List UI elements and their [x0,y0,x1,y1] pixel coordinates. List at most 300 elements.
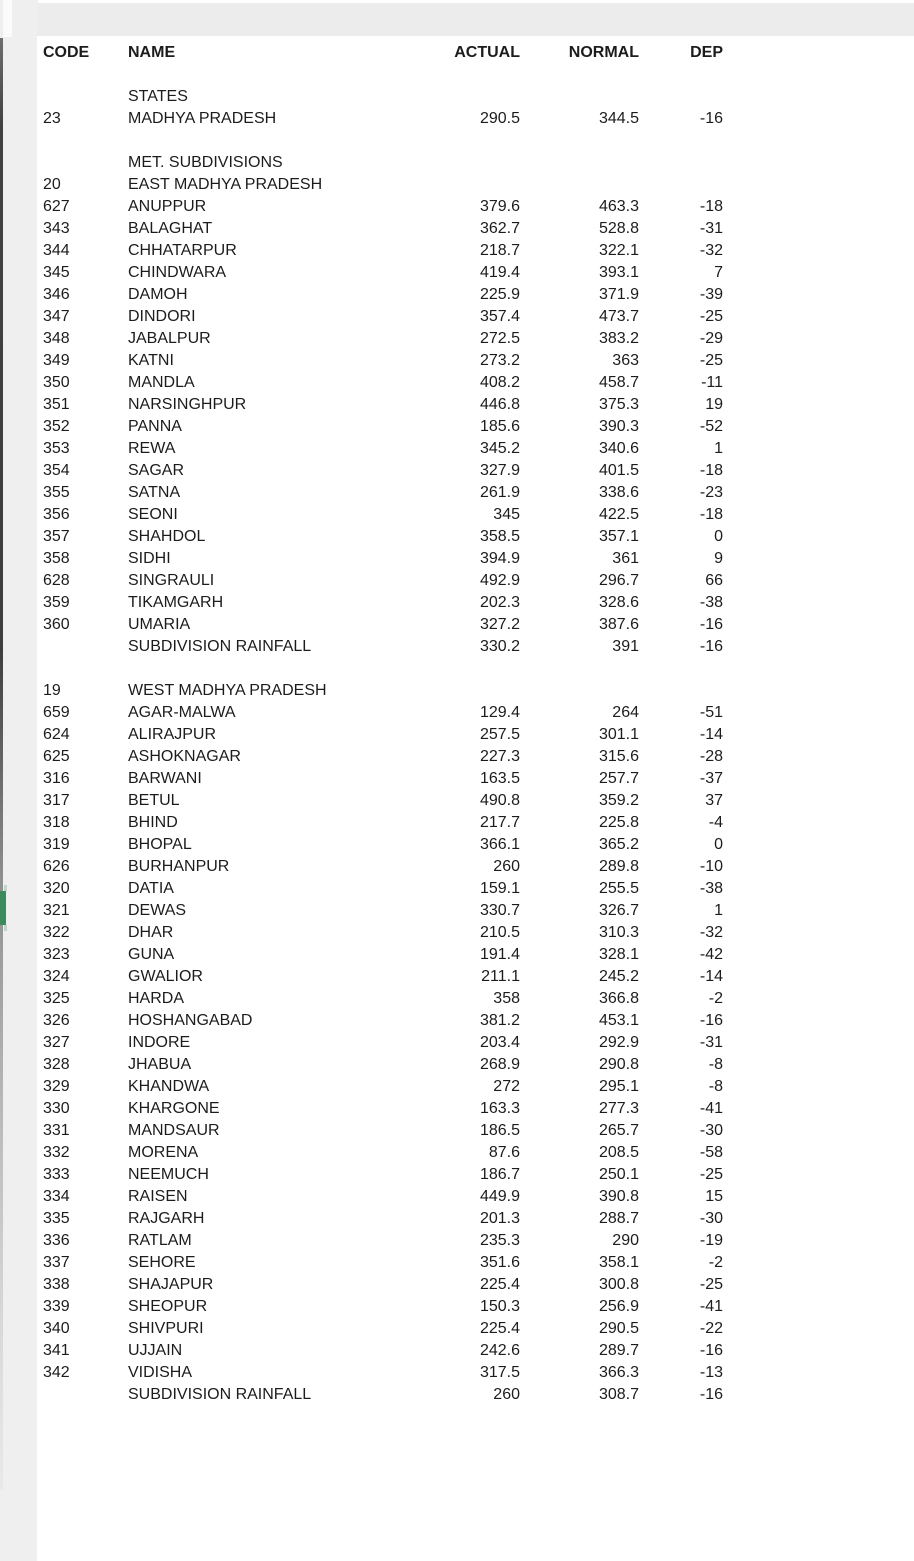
table-row [43,482,723,504]
name-cell: BALAGHAT [128,220,213,237]
table-row [43,394,723,416]
actual-cell: 330.2 [479,638,520,655]
code-cell: 350 [43,374,70,391]
name-cell: NEEMUCH [128,1166,209,1183]
dep-cell: -25 [699,352,723,369]
table-row [43,790,723,812]
normal-cell: 328.6 [598,594,639,611]
code-cell: 333 [43,1166,70,1183]
normal-cell: 301.1 [598,726,639,743]
table-row [43,1384,723,1406]
name-cell: AGAR-MALWA [128,704,236,721]
name-cell: RAJGARH [128,1210,205,1227]
dep-cell: -8 [708,1078,723,1095]
dep-cell: -23 [699,484,723,501]
code-cell: 351 [43,396,70,413]
code-cell: 319 [43,836,70,853]
table-row [43,768,723,790]
normal-cell [520,680,639,702]
name-cell: REWA [128,440,176,457]
actual-cell: 379.6 [479,198,520,215]
actual-cell: 257.5 [479,726,520,743]
dep-cell: -42 [699,946,723,963]
code-cell: 352 [43,418,70,435]
dep-cell: -4 [708,814,723,831]
actual-cell: 345 [493,506,520,523]
table-row [43,1120,723,1142]
code-cell: 348 [43,330,70,347]
actual-cell [420,680,520,702]
name-cell: SHAHDOL [128,528,206,545]
code-cell: 347 [43,308,70,325]
dep-cell: -31 [699,220,723,237]
name-cell: CHHATARPUR [128,242,237,259]
dep-cell: 1 [714,440,723,457]
name-cell: MANDLA [128,374,195,391]
normal-cell: 255.5 [598,880,639,897]
name-cell: SUBDIVISION RAINFALL [128,1386,312,1403]
code-cell: 624 [43,726,70,743]
code-cell: 325 [43,990,70,1007]
normal-cell: 387.6 [598,616,639,633]
normal-cell: 250.1 [598,1166,639,1183]
table-row [43,262,723,284]
code-cell: 323 [43,946,70,963]
table-row [43,416,723,438]
dep-cell: -10 [699,858,723,875]
name-cell: GUNA [128,946,175,963]
code-cell: 321 [43,902,70,919]
dep-cell: -2 [708,1254,723,1271]
normal-cell: 463.3 [598,198,639,215]
code-cell: 329 [43,1078,70,1095]
table-row [43,812,723,834]
column-header-normal: NORMAL [568,44,639,61]
rainfall-table [43,42,723,1406]
dep-cell: 15 [705,1188,723,1205]
dep-cell: -25 [699,1276,723,1293]
dep-cell: -51 [699,704,723,721]
dep-cell: -41 [699,1298,723,1315]
name-cell: KHARGONE [128,1100,220,1117]
table-row [43,1186,723,1208]
adjacent-page-accent [0,891,6,925]
actual-cell: 490.8 [479,792,520,809]
name-cell: DATIA [128,880,174,897]
name-cell: BARWANI [128,770,202,787]
table-row [43,284,723,306]
table-row [43,592,723,614]
dep-cell: -16 [699,1386,723,1403]
dep-cell: 66 [705,572,723,589]
normal-cell: 290 [612,1232,639,1249]
name-cell: MET. SUBDIVISIONS [128,154,283,171]
normal-cell: 296.7 [598,572,639,589]
normal-cell: 264 [612,704,639,721]
dep-cell: 19 [705,396,723,413]
table-row [43,680,723,702]
code-cell: 320 [43,880,70,897]
normal-cell: 358.1 [598,1254,639,1271]
dep-cell: -16 [699,638,723,655]
code-cell: 317 [43,792,70,809]
code-cell: 626 [43,858,70,875]
name-cell [128,658,420,680]
dep-cell [639,130,723,152]
dep-cell: 0 [714,836,723,853]
normal-cell: 328.1 [598,946,639,963]
table-row [43,152,723,174]
normal-cell: 363 [612,352,639,369]
table-row [43,1142,723,1164]
name-cell: SHEOPUR [128,1298,208,1315]
name-cell: VIDISHA [128,1364,193,1381]
actual-cell: 272 [493,1078,520,1095]
dep-cell: -18 [699,198,723,215]
normal-cell: 528.8 [598,220,639,237]
dep-cell [639,152,723,174]
name-cell: RAISEN [128,1188,188,1205]
table-row [43,174,723,196]
dep-cell: -16 [699,1342,723,1359]
normal-cell: 308.7 [598,1386,639,1403]
actual-cell: 408.2 [479,374,520,391]
dep-cell: -16 [699,110,723,127]
actual-cell: 260 [493,1386,520,1403]
actual-cell: 163.5 [479,770,520,787]
dep-cell: -32 [699,242,723,259]
normal-cell [520,152,639,174]
code-cell [43,152,128,174]
code-cell: 342 [43,1364,70,1381]
name-cell: KATNI [128,352,174,369]
actual-cell: 327.9 [479,462,520,479]
table-row [43,438,723,460]
code-cell: 331 [43,1122,70,1139]
actual-cell: 87.6 [488,1144,520,1161]
table-row [43,922,723,944]
name-cell: SHIVPURI [128,1320,204,1337]
name-cell: SATNA [128,484,181,501]
table-row [43,372,723,394]
normal-cell: 289.7 [598,1342,639,1359]
name-cell: MANDSAUR [128,1122,220,1139]
code-cell: 358 [43,550,70,567]
dep-cell [639,658,723,680]
actual-cell: 242.6 [479,1342,520,1359]
name-cell: DAMOH [128,286,188,303]
normal-cell: 310.3 [598,924,639,941]
table-row [43,108,723,130]
normal-cell: 383.2 [598,330,639,347]
dep-cell: -14 [699,968,723,985]
normal-cell: 245.2 [598,968,639,985]
dep-cell: -16 [699,1012,723,1029]
actual-cell: 290.5 [479,110,520,127]
actual-cell: 449.9 [479,1188,520,1205]
normal-cell: 344.5 [598,110,639,127]
actual-cell: 217.7 [479,814,520,831]
actual-cell: 261.9 [479,484,520,501]
actual-cell: 381.2 [479,1012,520,1029]
actual-cell: 327.2 [479,616,520,633]
normal-cell [520,86,639,108]
name-cell: BETUL [128,792,180,809]
code-cell: 339 [43,1298,70,1315]
actual-cell: 210.5 [479,924,520,941]
dep-cell: -19 [699,1232,723,1249]
normal-cell: 422.5 [598,506,639,523]
name-cell: DEWAS [128,902,187,919]
actual-cell: 211.1 [481,968,520,985]
table-row [43,130,723,152]
normal-cell: 289.8 [598,858,639,875]
table-row [43,1230,723,1252]
code-cell: 340 [43,1320,70,1337]
actual-cell: 272.5 [479,330,520,347]
name-cell: SEONI [128,506,178,523]
dep-cell: -16 [699,616,723,633]
table-row [43,856,723,878]
code-cell: 336 [43,1232,70,1249]
table-row [43,328,723,350]
actual-cell: 218.7 [479,242,520,259]
normal-cell: 365.2 [598,836,639,853]
name-cell: ASHOKNAGAR [128,748,241,765]
dep-cell: -37 [699,770,723,787]
actual-cell: 159.1 [479,880,520,897]
normal-cell: 366.8 [598,990,639,1007]
actual-cell: 163.3 [479,1100,520,1117]
name-cell: HARDA [128,990,185,1007]
dep-cell: 1 [714,902,723,919]
actual-cell: 268.9 [479,1056,520,1073]
name-cell: SIDHI [128,550,171,567]
code-cell: 330 [43,1100,70,1117]
normal-cell: 390.8 [598,1188,639,1205]
normal-cell: 295.1 [598,1078,639,1095]
actual-cell: 492.9 [479,572,520,589]
name-cell: JHABUA [128,1056,192,1073]
code-cell [43,658,128,680]
name-cell: TIKAMGARH [128,594,224,611]
name-cell: KHANDWA [128,1078,210,1095]
table-row [43,196,723,218]
dep-cell: -18 [699,506,723,523]
table-row [43,350,723,372]
code-cell: 19 [43,682,61,699]
code-cell [43,130,128,152]
actual-cell [420,658,520,680]
name-cell: WEST MADHYA PRADESH [128,682,327,699]
normal-cell: 315.6 [598,748,639,765]
name-cell: DHAR [128,924,174,941]
normal-cell: 225.8 [598,814,639,831]
actual-cell: 317.5 [479,1364,520,1381]
name-cell: SINGRAULI [128,572,215,589]
actual-cell: 203.4 [479,1034,520,1051]
table-row [43,724,723,746]
actual-cell: 185.6 [479,418,520,435]
table-header-row [43,42,723,64]
actual-cell: 227.3 [479,748,520,765]
normal-cell: 390.3 [598,418,639,435]
normal-cell: 290.5 [598,1320,639,1337]
code-cell: 328 [43,1056,70,1073]
normal-cell: 208.5 [598,1144,639,1161]
dep-cell: -58 [699,1144,723,1161]
normal-cell [520,130,639,152]
table-row [43,636,723,658]
name-cell: SAGAR [128,462,185,479]
table-row [43,218,723,240]
table-row [43,702,723,724]
table-row [43,658,723,680]
normal-cell: 338.6 [598,484,639,501]
name-cell: CHINDWARA [128,264,227,281]
actual-cell: 351.6 [479,1254,520,1271]
table-row [43,878,723,900]
name-cell: HOSHANGABAD [128,1012,253,1029]
dep-cell: -8 [708,1056,723,1073]
table-body [43,86,723,1406]
name-cell: ANUPPUR [128,198,207,215]
name-cell: MORENA [128,1144,199,1161]
name-cell: JABALPUR [128,330,211,347]
table-row [43,1032,723,1054]
normal-cell: 391 [612,638,639,655]
table-row [43,1054,723,1076]
name-cell: DINDORI [128,308,196,325]
table-row [43,460,723,482]
dep-cell: -39 [699,286,723,303]
code-cell [43,86,128,108]
table-row [43,86,723,108]
dep-cell: -30 [699,1210,723,1227]
normal-cell: 257.7 [598,770,639,787]
actual-cell [420,174,520,196]
table-row [43,1274,723,1296]
actual-cell: 150.3 [479,1298,520,1315]
table-row [43,1362,723,1384]
code-cell: 628 [43,572,70,589]
normal-cell: 361 [612,550,639,567]
actual-cell [420,152,520,174]
table-row [43,1076,723,1098]
actual-cell: 201.3 [479,1210,520,1227]
name-cell: SUBDIVISION RAINFALL [128,638,312,655]
table-row [43,240,723,262]
dep-cell: -38 [699,594,723,611]
code-cell: 346 [43,286,70,303]
normal-cell: 375.3 [598,396,639,413]
code-cell: 659 [43,704,70,721]
table-row [43,1296,723,1318]
actual-cell: 330.7 [479,902,520,919]
name-cell: ALIRAJPUR [128,726,217,743]
actual-cell [420,130,520,152]
code-cell: 627 [43,198,70,215]
normal-cell: 371.9 [598,286,639,303]
table-row [43,900,723,922]
code-cell: 23 [43,110,61,127]
dep-cell: -25 [699,308,723,325]
code-cell: 341 [43,1342,70,1359]
name-cell: SHAJAPUR [128,1276,214,1293]
code-cell: 355 [43,484,70,501]
code-cell: 344 [43,242,70,259]
name-cell: UMARIA [128,616,191,633]
name-cell: STATES [128,88,188,105]
actual-cell: 345.2 [479,440,520,457]
normal-cell: 453.1 [598,1012,639,1029]
name-cell: GWALIOR [128,968,203,985]
page-gap-band [37,3,914,36]
column-header-code: CODE [43,44,90,61]
code-cell: 356 [43,506,70,523]
code-cell: 360 [43,616,70,633]
dep-cell: -18 [699,462,723,479]
normal-cell: 473.7 [598,308,639,325]
dep-cell: -29 [699,330,723,347]
actual-cell: 129.4 [479,704,520,721]
code-cell: 316 [43,770,70,787]
actual-cell: 191.4 [479,946,520,963]
dep-cell: -41 [699,1100,723,1117]
table-row [43,966,723,988]
code-cell: 324 [43,968,70,985]
actual-cell: 260 [493,858,520,875]
code-cell: 338 [43,1276,70,1293]
column-header-name: NAME [128,44,176,61]
normal-cell: 458.7 [598,374,639,391]
normal-cell [520,174,639,196]
table-row [43,614,723,636]
actual-cell: 186.5 [479,1122,520,1139]
name-cell: UJJAIN [128,1342,183,1359]
actual-cell: 394.9 [479,550,520,567]
dep-cell: -30 [699,1122,723,1139]
code-cell: 625 [43,748,70,765]
code-cell: 318 [43,814,70,831]
dep-cell: -11 [701,374,723,391]
dep-cell [639,680,723,702]
normal-cell: 366.3 [598,1364,639,1381]
table-row [43,1318,723,1340]
normal-cell: 326.7 [598,902,639,919]
dep-cell: -38 [699,880,723,897]
normal-cell: 292.9 [598,1034,639,1051]
name-cell: PANNA [128,418,182,435]
table-row [43,570,723,592]
actual-cell: 358 [493,990,520,1007]
normal-cell: 277.3 [598,1100,639,1117]
dep-cell: -32 [699,924,723,941]
normal-cell: 300.8 [598,1276,639,1293]
actual-cell: 186.7 [479,1166,520,1183]
dep-cell [639,174,723,196]
actual-cell: 225.9 [479,286,520,303]
dep-cell: -14 [699,726,723,743]
code-cell: 332 [43,1144,70,1161]
table-row [43,1098,723,1120]
name-cell: BHIND [128,814,178,831]
code-cell: 326 [43,1012,70,1029]
dep-cell: -28 [699,748,723,765]
dep-cell: 37 [705,792,723,809]
actual-cell: 358.5 [479,528,520,545]
code-cell: 354 [43,462,70,479]
